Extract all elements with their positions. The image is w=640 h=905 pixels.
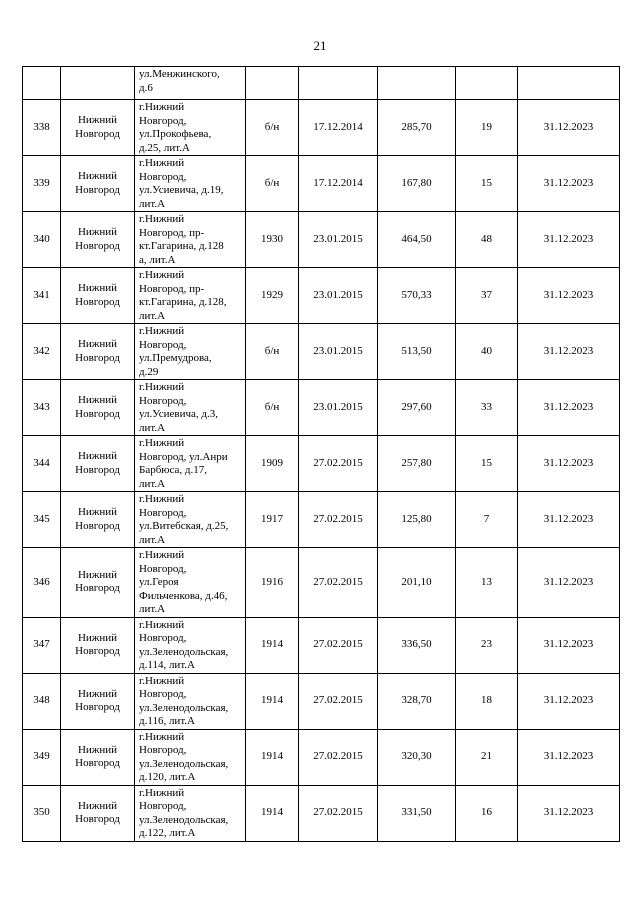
- cell-number: 345: [23, 492, 61, 548]
- address-line: Новгород,: [139, 338, 187, 351]
- cell-reg-number: 1909: [246, 436, 299, 492]
- cell-deadline: 31.12.2023: [518, 436, 620, 492]
- address-line: г.Нижний: [139, 101, 185, 113]
- address-line: лит.А: [139, 421, 166, 434]
- cell-reg-number: 1914: [246, 673, 299, 729]
- cell-date: 27.02.2015: [299, 729, 378, 785]
- city-line: Новгород: [75, 463, 120, 476]
- address-line: Новгород,: [139, 744, 187, 756]
- cell-area: 297,60: [378, 380, 456, 436]
- cell-date: 27.02.2015: [299, 492, 378, 548]
- address-line: г.Нижний: [139, 674, 185, 687]
- cell-area: 336,50: [378, 617, 456, 673]
- cell-count: 18: [456, 673, 518, 729]
- cell-area: 257,80: [378, 436, 456, 492]
- city-line: Новгород: [75, 407, 120, 420]
- cell-area: 201,10: [378, 548, 456, 618]
- address-line: ул.Менжинского,: [139, 68, 220, 80]
- address-line: ул.Усиевича, д.19,: [139, 184, 224, 196]
- cell-date: 27.02.2015: [299, 548, 378, 618]
- cell-city: [61, 548, 135, 618]
- address-line: г.Нижний: [139, 381, 185, 393]
- cell-date: 17.12.2014: [299, 156, 378, 212]
- cell-area: 320,30: [378, 729, 456, 785]
- city-line: Нижний: [77, 743, 118, 756]
- cell-date: 27.02.2015: [299, 785, 378, 841]
- table-row: [23, 617, 620, 673]
- address-line: Новгород, пр-: [139, 282, 205, 295]
- cell-address: [135, 156, 246, 212]
- table-row: [23, 548, 620, 618]
- address-line: Новгород,: [139, 170, 187, 183]
- cell-address: [135, 67, 246, 100]
- cell-reg-number: 1929: [246, 268, 299, 324]
- cell-address: [135, 492, 246, 548]
- cell-city: [61, 785, 135, 841]
- address-line: Новгород,: [139, 114, 187, 127]
- table-row: [23, 729, 620, 785]
- cell-deadline: 31.12.2023: [518, 617, 620, 673]
- cell-city: [61, 156, 135, 212]
- address-line: д.114, лит.А: [139, 659, 195, 671]
- address-line: Фильченкова, д.46,: [139, 589, 228, 602]
- address-line: Новгород,: [139, 800, 187, 812]
- city-line: Новгород: [75, 519, 120, 532]
- address-line: ул.Героя: [139, 576, 179, 588]
- cell-address: [135, 617, 246, 673]
- cell-reg-number: б/н: [246, 156, 299, 212]
- cell-number: 338: [23, 100, 61, 156]
- cell-reg-number: б/н: [246, 380, 299, 436]
- city-line: Новгород: [75, 351, 120, 364]
- cell-reg-number: 1930: [246, 212, 299, 268]
- city-line: Нижний: [77, 450, 118, 462]
- address-line: лит.А: [139, 477, 166, 490]
- cell-address: [135, 729, 246, 785]
- address-line: г.Нижний: [139, 493, 185, 505]
- cell-area: 570,33: [378, 268, 456, 324]
- address-line: Барбюса, д.17,: [139, 464, 208, 476]
- cell-deadline: 31.12.2023: [518, 100, 620, 156]
- address-line: г.Нижний: [139, 549, 185, 561]
- city-line: Новгород: [75, 757, 120, 769]
- cell-deadline: 31.12.2023: [518, 785, 620, 841]
- cell-count: 48: [456, 212, 518, 268]
- cell-deadline: 31.12.2023: [518, 212, 620, 268]
- cell-area: 285,70: [378, 100, 456, 156]
- cell-area: 328,70: [378, 673, 456, 729]
- city-line: Новгород: [75, 295, 120, 308]
- cell-date: 27.02.2015: [299, 673, 378, 729]
- city-line: Нижний: [77, 338, 118, 350]
- city-line: Нижний: [77, 568, 118, 581]
- cell-address: [135, 785, 246, 841]
- cell-area: 167,80: [378, 156, 456, 212]
- cell-deadline: 31.12.2023: [518, 268, 620, 324]
- cell-date: 23.01.2015: [299, 380, 378, 436]
- cell-count: 16: [456, 785, 518, 841]
- cell-date: [299, 67, 378, 100]
- address-line: ул.Зеленодольская,: [139, 757, 229, 770]
- cell-count: 37: [456, 268, 518, 324]
- housing-registry-table: [22, 66, 620, 842]
- cell-reg-number: 1914: [246, 617, 299, 673]
- city-line: Нижний: [77, 170, 118, 182]
- address-line: лит.А: [139, 309, 166, 322]
- table-row: [23, 156, 620, 212]
- address-line: Новгород,: [139, 562, 187, 575]
- address-line: д.25, лит.А: [139, 141, 190, 154]
- address-line: г.Нижний: [139, 618, 185, 631]
- address-line: ул.Витебская, д.25,: [139, 520, 229, 532]
- city-line: Нижний: [77, 687, 118, 700]
- cell-deadline: 31.12.2023: [518, 380, 620, 436]
- cell-number: 340: [23, 212, 61, 268]
- address-line: ул.Зеленодольская,: [139, 813, 229, 826]
- address-line: г.Нижний: [139, 325, 185, 337]
- cell-count: 15: [456, 436, 518, 492]
- cell-count: 23: [456, 617, 518, 673]
- address-line: кт.Гагарина, д.128: [139, 240, 224, 252]
- cell-count: 33: [456, 380, 518, 436]
- city-line: Новгород: [75, 127, 120, 140]
- cell-area: 125,80: [378, 492, 456, 548]
- address-line: Новгород, пр-: [139, 226, 205, 239]
- cell-city: [61, 100, 135, 156]
- cell-deadline: 31.12.2023: [518, 729, 620, 785]
- address-line: кт.Гагарина, д.128,: [139, 296, 227, 308]
- cell-date: 23.01.2015: [299, 324, 378, 380]
- address-line: ул.Зеленодольская,: [139, 701, 229, 714]
- table-row: [23, 100, 620, 156]
- cell-count: [456, 67, 518, 100]
- address-line: а, лит.А: [139, 253, 176, 266]
- cell-city: [61, 324, 135, 380]
- cell-count: 19: [456, 100, 518, 156]
- cell-city: [61, 617, 135, 673]
- cell-deadline: 31.12.2023: [518, 548, 620, 618]
- cell-deadline: 31.12.2023: [518, 673, 620, 729]
- cell-number: 349: [23, 729, 61, 785]
- cell-city: [61, 212, 135, 268]
- cell-city: [61, 492, 135, 548]
- address-line: д.120, лит.А: [139, 771, 196, 783]
- address-line: ул.Прокофьева,: [139, 128, 212, 140]
- page-number: 21: [313, 38, 327, 53]
- cell-address: [135, 380, 246, 436]
- cell-count: 15: [456, 156, 518, 212]
- cell-number: 344: [23, 436, 61, 492]
- city-line: Нижний: [77, 226, 118, 238]
- table-row: [23, 212, 620, 268]
- city-line: Нижний: [77, 394, 118, 406]
- cell-number: 350: [23, 785, 61, 841]
- cell-area: 331,50: [378, 785, 456, 841]
- cell-deadline: 31.12.2023: [518, 156, 620, 212]
- cell-count: 7: [456, 492, 518, 548]
- table-row-continued: [23, 67, 620, 100]
- cell-deadline: 31.12.2023: [518, 492, 620, 548]
- cell-address: [135, 548, 246, 618]
- city-line: Нижний: [77, 631, 118, 644]
- table-row: [23, 380, 620, 436]
- cell-city: [61, 673, 135, 729]
- cell-area: [378, 67, 456, 100]
- cell-number: 343: [23, 380, 61, 436]
- address-line: г.Нижний: [139, 437, 185, 449]
- cell-reg-number: 1914: [246, 785, 299, 841]
- cell-reg-number: 1916: [246, 548, 299, 618]
- cell-date: 23.01.2015: [299, 212, 378, 268]
- address-line: г.Нижний: [139, 786, 185, 799]
- address-line: лит.А: [139, 197, 166, 210]
- cell-address: [135, 268, 246, 324]
- city-line: Новгород: [75, 813, 120, 825]
- address-line: г.Нижний: [139, 157, 185, 169]
- address-line: Новгород,: [139, 688, 187, 700]
- cell-number: 341: [23, 268, 61, 324]
- address-line: д.6: [139, 81, 153, 94]
- city-line: Новгород: [75, 239, 120, 252]
- address-line: г.Нижний: [139, 269, 185, 281]
- table-row: [23, 785, 620, 841]
- table-row: [23, 324, 620, 380]
- cell-count: 40: [456, 324, 518, 380]
- city-line: Новгород: [75, 645, 120, 657]
- cell-deadline: [518, 67, 620, 100]
- address-line: Новгород,: [139, 394, 187, 407]
- cell-date: 17.12.2014: [299, 100, 378, 156]
- cell-number: 348: [23, 673, 61, 729]
- address-line: г.Нижний: [139, 730, 185, 743]
- address-line: Новгород,: [139, 506, 187, 519]
- address-line: лит.А: [139, 533, 166, 546]
- address-line: д.122, лит.А: [139, 827, 196, 839]
- cell-address: [135, 100, 246, 156]
- address-line: ул.Премудрова,: [139, 352, 212, 364]
- table-row: [23, 436, 620, 492]
- city-line: Нижний: [77, 114, 118, 126]
- cell-address: [135, 212, 246, 268]
- address-line: Новгород, ул.Анри: [139, 450, 228, 463]
- cell-reg-number: [246, 67, 299, 100]
- city-line: Новгород: [75, 582, 120, 595]
- cell-deadline: 31.12.2023: [518, 324, 620, 380]
- cell-date: 23.01.2015: [299, 268, 378, 324]
- table-body: [23, 67, 620, 842]
- cell-reg-number: 1914: [246, 729, 299, 785]
- cell-number: 342: [23, 324, 61, 380]
- cell-count: 21: [456, 729, 518, 785]
- cell-address: [135, 673, 246, 729]
- address-line: Новгород,: [139, 632, 187, 644]
- address-line: лит.А: [139, 603, 166, 615]
- cell-reg-number: 1917: [246, 492, 299, 548]
- cell-address: [135, 436, 246, 492]
- cell-address: [135, 324, 246, 380]
- cell-city: [61, 67, 135, 100]
- table-row: [23, 492, 620, 548]
- table-row: [23, 268, 620, 324]
- cell-date: 27.02.2015: [299, 436, 378, 492]
- address-line: г.Нижний: [139, 213, 185, 225]
- address-line: д.29: [139, 365, 159, 378]
- city-line: Новгород: [75, 183, 120, 196]
- cell-number: 339: [23, 156, 61, 212]
- cell-city: [61, 380, 135, 436]
- table-row: [23, 673, 620, 729]
- cell-city: [61, 268, 135, 324]
- cell-reg-number: б/н: [246, 324, 299, 380]
- cell-number: 347: [23, 617, 61, 673]
- cell-area: 464,50: [378, 212, 456, 268]
- cell-area: 513,50: [378, 324, 456, 380]
- cell-count: 13: [456, 548, 518, 618]
- cell-reg-number: б/н: [246, 100, 299, 156]
- city-line: Нижний: [77, 282, 118, 294]
- cell-number: 346: [23, 548, 61, 618]
- city-line: Нижний: [77, 506, 118, 518]
- address-line: ул.Усиевича, д.3,: [139, 408, 218, 420]
- city-line: Новгород: [75, 701, 120, 713]
- cell-number: [23, 67, 61, 100]
- cell-date: 27.02.2015: [299, 617, 378, 673]
- address-line: д.116, лит.А: [139, 715, 195, 727]
- city-line: Нижний: [77, 799, 118, 812]
- address-line: ул.Зеленодольская,: [139, 645, 229, 658]
- cell-city: [61, 436, 135, 492]
- cell-city: [61, 729, 135, 785]
